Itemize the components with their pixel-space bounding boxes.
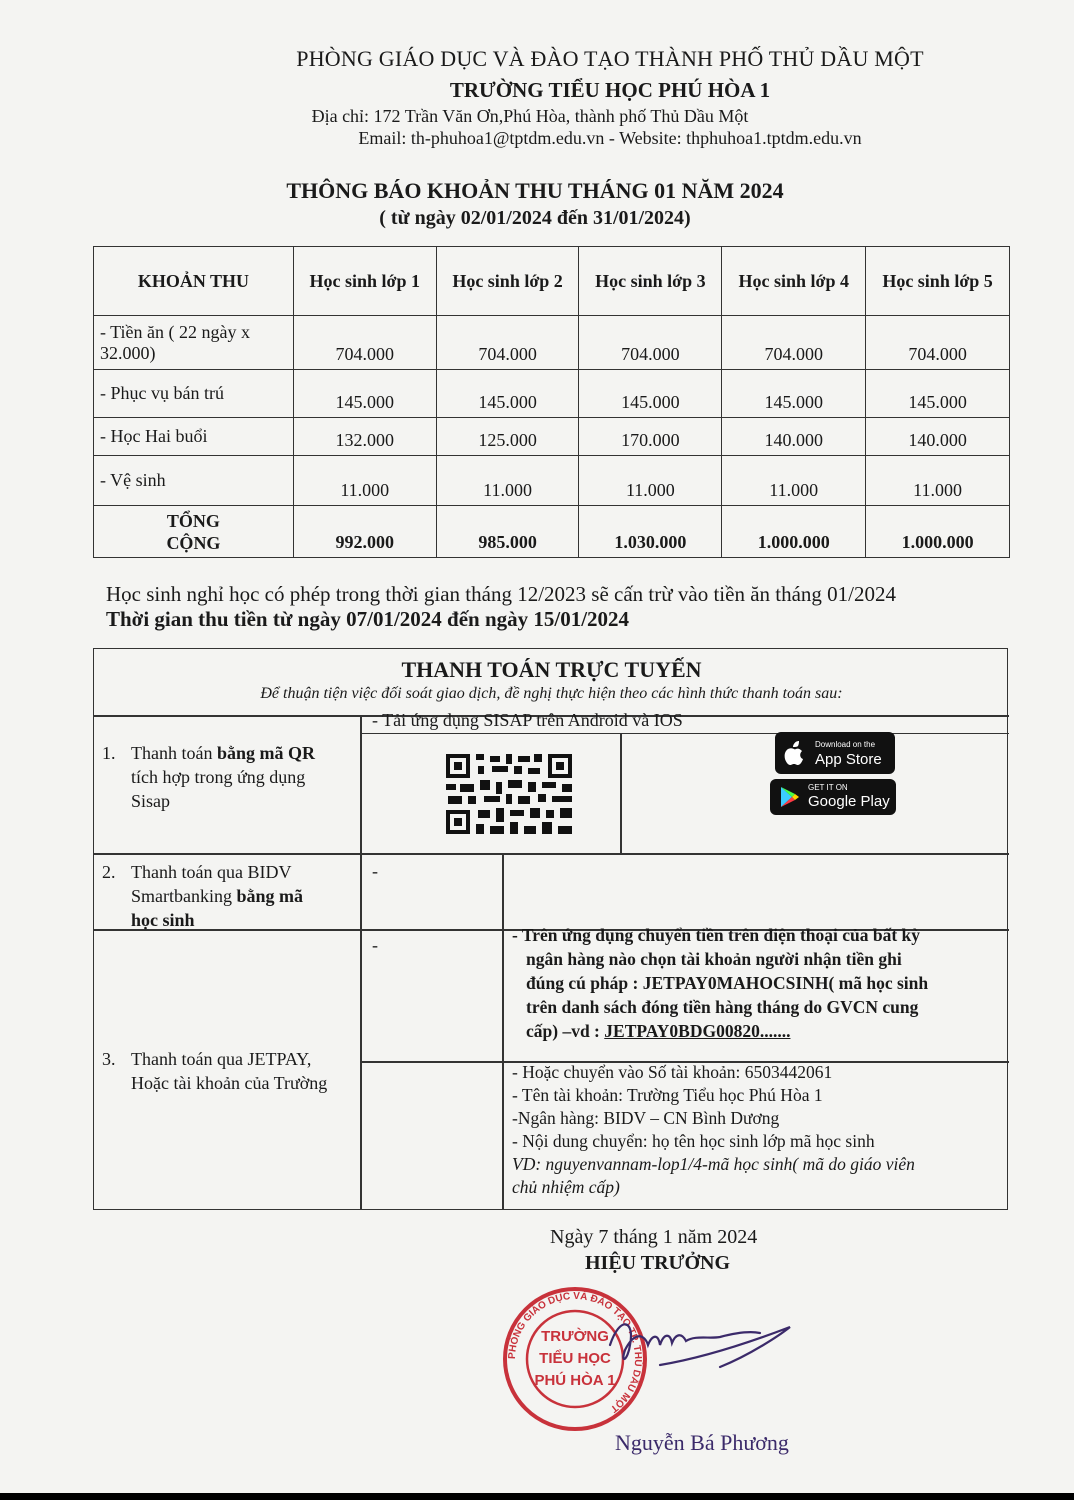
cell-value: 145.000: [436, 370, 579, 418]
row-label: - Vệ sinh: [94, 456, 294, 506]
option2-text-d: học sinh: [131, 910, 195, 930]
cell-value: 11.000: [722, 456, 866, 506]
cell-value: 170.000: [579, 418, 722, 456]
option2-text-c: bằng mã: [236, 886, 304, 906]
bank-account-name: - Tên tài khoản: Trường Tiểu học Phú Hòa 1: [512, 1085, 823, 1105]
cell-value: 145.000: [722, 370, 866, 418]
appstore-small-text: Download on the: [815, 740, 876, 749]
option1-text-c: tích hợp trong ứng dụng: [131, 767, 306, 787]
jetpay-line-5: cấp) –vd :: [526, 1021, 605, 1041]
cell-value: 145.000: [866, 370, 1010, 418]
seal-line-1: TRƯỜNG: [541, 1328, 609, 1345]
cell-value: 11.000: [293, 456, 436, 506]
signer-name: Nguyễn Bá Phương: [615, 1430, 789, 1455]
cell-value: 704.000: [293, 316, 436, 370]
option2-text-a: Thanh toán qua BIDV: [131, 862, 292, 882]
play-big-text: Google Play: [808, 793, 890, 810]
header-cell: Học sinh lớp 2: [436, 247, 579, 316]
collection-period: Thời gian thu tiền từ ngày 07/01/2024 đến ngày 15/01/2024: [106, 607, 630, 631]
table-row: [94, 418, 1010, 456]
table-row: [94, 456, 1010, 506]
option2-text-b: Smartbanking: [131, 886, 237, 906]
qr-code[interactable]: [444, 752, 576, 836]
row-label: - Học Hai buổi: [94, 418, 294, 456]
cell-value: 125.000: [436, 418, 579, 456]
option3-text-a: Thanh toán qua JETPAY,: [131, 1049, 312, 1069]
header-cell: Học sinh lớp 4: [722, 247, 866, 316]
cell-value: 140.000: [866, 418, 1010, 456]
header-cell: Học sinh lớp 5: [866, 247, 1010, 316]
payment-title: THANH TOÁN TRỰC TUYẾN: [401, 657, 702, 682]
app-download-note: - Tải ứng dụng SISAP trên Android và IOS: [372, 710, 683, 730]
row-label: - Phục vụ bán trú: [94, 370, 294, 418]
option2-dash: -: [372, 861, 378, 881]
jetpay-example: JETPAY0BDG00820.......: [604, 1021, 791, 1041]
seal-line-2: TIỂU HỌC: [539, 1350, 611, 1367]
school-address: Địa chỉ: 172 Trần Văn Ơn,Phú Hòa, thành phố Thủ Dầu Một: [311, 106, 749, 126]
signature-date: Ngày 7 tháng 1 năm 2024: [550, 1226, 758, 1248]
appstore-big-text: App Store: [815, 751, 882, 768]
jetpay-line-4: trên danh sách đóng tiền hàng tháng do GVCN cung: [526, 997, 919, 1017]
bank-account-number: - Hoặc chuyển vào Số tài khoản: 6503442061: [512, 1062, 833, 1082]
seal-ring-text: PHÒNG GIÁO DỤC VÀ ĐÀO TẠO TP. THỦ DẦU MỘT: [506, 1290, 644, 1415]
option1-number: 1.: [102, 743, 116, 763]
seal-line-3: PHÚ HÒA 1: [534, 1372, 616, 1389]
header-cell: Học sinh lớp 3: [579, 247, 722, 316]
jetpay-line-1: - Trên ứng dụng chuyển tiền trên điện thoại của bất kỳ: [512, 925, 921, 945]
principal-title: HIỆU TRƯỞNG: [585, 1252, 731, 1274]
total-value: 1.000.000: [722, 506, 866, 558]
school-name: TRƯỜNG TIỂU HỌC PHÚ HÒA 1: [449, 78, 771, 102]
app-store-badge[interactable]: [775, 732, 895, 774]
total-label: TỔNG CỘNG: [94, 506, 294, 558]
cell-value: 11.000: [436, 456, 579, 506]
option2-text: [131, 860, 303, 932]
play-small-text: GET IT ON: [808, 783, 848, 792]
transfer-example-cont: chủ nhiệm cấp): [512, 1177, 620, 1197]
jetpay-line-2: ngân hàng nào chọn tài khoản người nhận tiền ghi: [526, 949, 902, 969]
option1-text-b: bằng mã QR: [216, 743, 315, 763]
handwritten-signature: [600, 1305, 800, 1395]
bank-transfer-info: [512, 1061, 915, 1199]
google-play-icon: [780, 786, 800, 808]
transfer-example: VD: nguyenvannam-lop1/4-mã học sinh( mã do giáo viên: [512, 1154, 915, 1174]
option3-number: 3.: [102, 1049, 116, 1069]
total-value: 992.000: [293, 506, 436, 558]
option3-text: [131, 1047, 327, 1095]
cell-value: 132.000: [293, 418, 436, 456]
absence-note: Học sinh nghỉ học có phép trong thời gian tháng 12/2023 sẽ cấn trừ vào tiền ăn tháng 01/2024: [106, 582, 897, 606]
notice-period: ( từ ngày 02/01/2024 đến 31/01/2024): [379, 207, 691, 229]
cell-value: 704.000: [579, 316, 722, 370]
total-value: 1.000.000: [866, 506, 1010, 558]
payment-subtitle: Để thuận tiện việc đối soát giao dịch, đề nghị thực hiện theo các hình thức thanh toán sau:: [260, 685, 843, 702]
option1-text-d: Sisap: [131, 791, 171, 811]
total-value: 985.000: [436, 506, 579, 558]
notice-title: THÔNG BÁO KHOẢN THU THÁNG 01 NĂM 2024: [286, 178, 784, 203]
school-contact: Email: th-phuhoa1@tptdm.edu.vn - Website: thphuhoa1.tptdm.edu.vn: [358, 128, 862, 148]
cell-value: 704.000: [436, 316, 579, 370]
row-label: - Tiền ăn ( 22 ngày x 32.000): [94, 316, 294, 370]
apple-icon: [783, 740, 805, 766]
option3-dash: -: [372, 935, 378, 955]
cell-value: 704.000: [866, 316, 1010, 370]
option1-text: [131, 741, 315, 813]
cell-value: 11.000: [866, 456, 1010, 506]
option1-text-a: Thanh toán: [131, 743, 217, 763]
total-row: [94, 506, 1010, 558]
bank-name: -Ngân hàng: BIDV – CN Bình Dương: [512, 1108, 780, 1128]
bottom-edge: [0, 1493, 1074, 1500]
department-name: PHÒNG GIÁO DỤC VÀ ĐÀO TẠO THÀNH PHỐ THỦ DẦU MỘT: [296, 46, 924, 71]
jetpay-line-3: đúng cú pháp : JETPAY0MAHOCSINH( mã học sinh: [526, 973, 929, 993]
option2-number: 2.: [102, 862, 116, 882]
fees-table: [93, 246, 1010, 558]
table-row: [94, 370, 1010, 418]
payment-box: [93, 648, 1008, 1210]
total-value: 1.030.000: [579, 506, 722, 558]
table-row: [94, 316, 1010, 370]
cell-value: 11.000: [579, 456, 722, 506]
google-play-badge[interactable]: [770, 779, 896, 815]
header-cell: Học sinh lớp 1: [293, 247, 436, 316]
option3-text-b: Hoặc tài khoản của Trường: [131, 1073, 328, 1093]
jetpay-instructions: [512, 923, 928, 1043]
cell-value: 145.000: [579, 370, 722, 418]
cell-value: 140.000: [722, 418, 866, 456]
table-header-row: [94, 247, 1010, 316]
cell-value: 704.000: [722, 316, 866, 370]
cell-value: 145.000: [293, 370, 436, 418]
header-cell: KHOẢN THU: [94, 247, 294, 316]
transfer-content: - Nội dung chuyển: họ tên học sinh lớp mã học sinh: [512, 1131, 875, 1151]
